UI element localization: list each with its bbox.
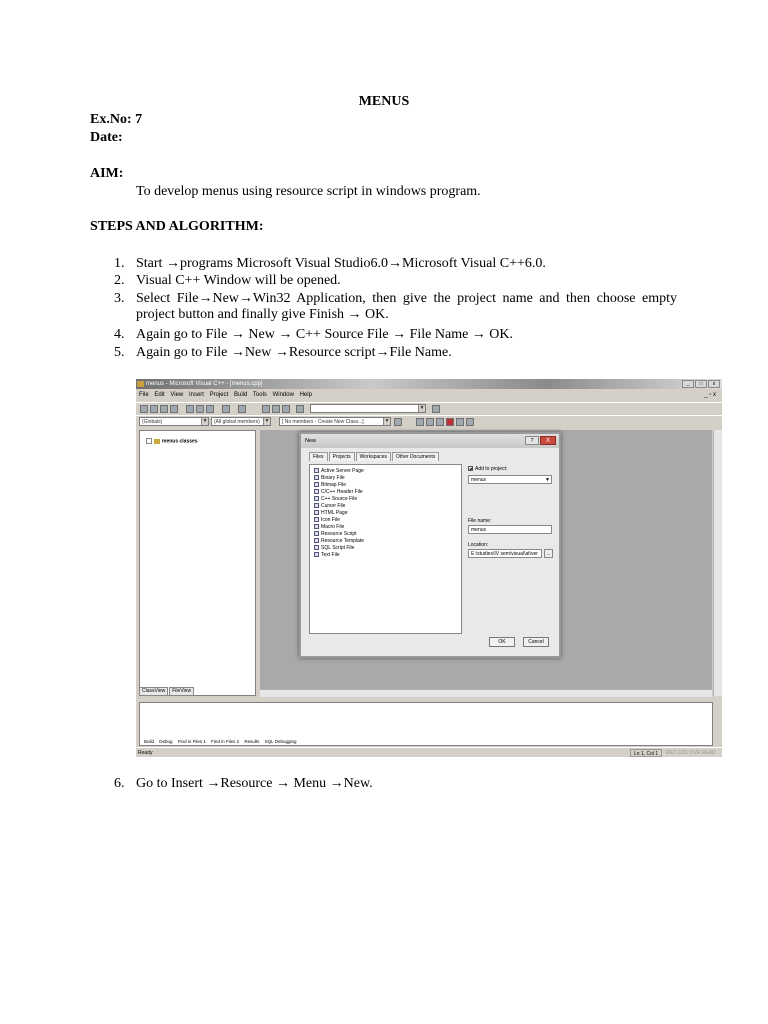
class-combo[interactable]: (Globals) ▼: [139, 417, 209, 426]
tree-root[interactable]: menus classes: [146, 438, 198, 444]
minimize-icon[interactable]: _: [682, 380, 694, 388]
file-icon: [314, 524, 319, 529]
file-type-list: [309, 464, 462, 634]
tab-find-in-files-1[interactable]: Find in Files 1: [177, 739, 206, 744]
menu-tools[interactable]: Tools: [252, 392, 267, 398]
list-item[interactable]: Cursor File: [314, 503, 345, 510]
chevron-down-icon[interactable]: ▼: [545, 477, 550, 483]
menu-project[interactable]: Project: [209, 392, 229, 398]
build-icon[interactable]: [426, 418, 434, 426]
tab-results[interactable]: Results: [244, 739, 260, 744]
menu-build[interactable]: Build: [233, 392, 248, 398]
step-number: 6.: [114, 776, 125, 791]
ok-button[interactable]: OK: [489, 637, 515, 647]
chevron-down-icon[interactable]: ▼: [384, 418, 390, 424]
list-item[interactable]: Icon File: [314, 517, 340, 524]
expand-icon[interactable]: [146, 438, 152, 444]
tab-files[interactable]: Files: [309, 452, 328, 461]
browse-button[interactable]: ...: [544, 549, 553, 558]
file-icon: [314, 489, 319, 494]
paste-icon[interactable]: [206, 405, 214, 413]
copy-icon[interactable]: [196, 405, 204, 413]
find-combo[interactable]: [310, 404, 426, 413]
cut-icon[interactable]: [186, 405, 194, 413]
location-label: Location:: [468, 542, 489, 548]
step-4: [114, 327, 678, 343]
vertical-scrollbar[interactable]: [713, 430, 722, 696]
file-icon: [314, 517, 319, 522]
undo-icon[interactable]: [222, 405, 230, 413]
wizard-action-icon[interactable]: [394, 418, 402, 426]
aim-heading: AIM:: [90, 166, 124, 181]
dialog-tabs: [309, 452, 440, 461]
status-text: Ready: [138, 750, 153, 756]
list-item[interactable]: HTML Page: [314, 510, 348, 517]
project-select[interactable]: menus ▼: [468, 475, 552, 484]
visual-cpp-screenshot: [136, 379, 722, 757]
stop-build-icon[interactable]: [436, 418, 444, 426]
file-icon: [314, 468, 319, 473]
close-button[interactable]: X: [540, 436, 556, 445]
list-item[interactable]: C/C++ Header File: [314, 489, 363, 496]
new-icon[interactable]: [140, 405, 148, 413]
list-item[interactable]: SQL Script File: [314, 545, 354, 552]
list-item[interactable]: Active Server Page: [314, 468, 364, 475]
step-3: [114, 291, 678, 325]
file-icon: [314, 475, 319, 480]
aim-text: To develop menus using resource script in windows program.: [136, 184, 481, 199]
find-icon[interactable]: [432, 405, 440, 413]
step-text: Start →programs Microsoft Visual Studio6.0→Microsoft Visual C++6.0.: [136, 256, 546, 271]
close-icon[interactable]: x: [708, 380, 720, 388]
step-text: Again go to File →New →Resource script→File Name.: [136, 345, 452, 360]
list-item[interactable]: Text File: [314, 552, 340, 559]
file-icon: [314, 531, 319, 536]
list-item[interactable]: C++ Source File: [314, 496, 357, 503]
date-label: Date:: [90, 130, 123, 145]
tab-find-in-files-2[interactable]: Find in Files 2: [211, 739, 240, 744]
page-title: MENUS: [358, 94, 410, 109]
list-item[interactable]: Resource Script: [314, 531, 357, 538]
step-number: 2.: [114, 273, 125, 288]
output-icon[interactable]: [272, 405, 280, 413]
save-icon[interactable]: [160, 405, 168, 413]
file-icon: [314, 545, 319, 550]
cancel-button[interactable]: Cancel: [523, 637, 549, 647]
file-icon: [314, 503, 319, 508]
window-buttons: [682, 380, 720, 388]
step-number: 1.: [114, 256, 125, 271]
tab-fileview[interactable]: FileView: [169, 687, 194, 696]
step-text: Visual C++ Window will be opened.: [136, 273, 341, 288]
find-in-files-icon[interactable]: [296, 405, 304, 413]
step-number: 5.: [114, 345, 125, 360]
menu-window[interactable]: Window: [272, 392, 294, 398]
file-icon: [314, 538, 319, 543]
window-title: menus - Microsoft Visual C++ - [menus.cpp]: [146, 381, 263, 387]
step-1: [114, 256, 678, 272]
step-text: Go to Insert →Resource → Menu →New.: [136, 776, 373, 791]
step-number: 4.: [114, 327, 125, 342]
menu-edit[interactable]: Edit: [154, 392, 165, 398]
tab-debug[interactable]: Debug: [159, 739, 173, 744]
horizontal-scrollbar[interactable]: [260, 689, 712, 697]
filter-combo[interactable]: (All global members) ▼: [211, 417, 271, 426]
chevron-down-icon[interactable]: ▼: [419, 405, 425, 411]
tab-build[interactable]: Build: [144, 739, 155, 744]
folder-icon: [154, 439, 160, 444]
file-icon: [314, 482, 319, 487]
menu-help[interactable]: Help: [299, 392, 312, 398]
output-tabs: [144, 738, 301, 745]
compile-icon[interactable]: [416, 418, 424, 426]
execute-icon[interactable]: [446, 418, 454, 426]
tab-classview[interactable]: ClassView: [139, 687, 168, 696]
new-dialog: [299, 432, 561, 658]
mdi-buttons[interactable]: _ ▫ x: [704, 392, 716, 398]
menu-view[interactable]: View: [170, 392, 184, 398]
window-titlebar: [136, 379, 722, 389]
file-icon: [314, 496, 319, 501]
dialog-title: New: [301, 434, 559, 448]
help-button[interactable]: ?: [525, 436, 539, 445]
step-text: Again go to File → New → C++ Source File → File Name → OK.: [136, 327, 514, 342]
standard-toolbar: [136, 402, 722, 414]
redo-icon[interactable]: [238, 405, 246, 413]
window-list-icon[interactable]: [282, 405, 290, 413]
workspace-icon[interactable]: [262, 405, 270, 413]
workspace-panel: [139, 430, 256, 696]
file-icon: [314, 510, 319, 515]
cursor-position: Ln 1, Col 1: [630, 749, 662, 757]
app-icon: [137, 381, 144, 387]
menu-insert[interactable]: Insert: [188, 392, 204, 398]
menu-bar: [136, 390, 722, 401]
file-icon: [314, 552, 319, 557]
step-text: Select File→New→Win32 Application, then give the project name and then choose empty project button and finally give Finish → OK.: [136, 291, 677, 322]
step-number: 3.: [114, 291, 125, 306]
tab-workspaces[interactable]: Workspaces: [356, 452, 391, 461]
list-item[interactable]: Binary File: [314, 475, 345, 482]
step-2: [114, 273, 678, 289]
tab-sql-debugging[interactable]: SQL Debugging: [264, 739, 297, 744]
menu-file[interactable]: File: [139, 392, 149, 398]
tab-projects[interactable]: Projects: [329, 452, 355, 461]
location-input[interactable]: E:\studies\IV sem\visual\at\ver: [468, 549, 542, 558]
step-6: [114, 776, 678, 792]
maximize-icon[interactable]: □: [695, 380, 707, 388]
add-to-project-checkbox[interactable]: Add to project:: [468, 466, 507, 472]
file-name-input[interactable]: menus: [468, 525, 552, 534]
tab-other-documents[interactable]: Other Documents: [392, 452, 439, 461]
chevron-down-icon[interactable]: ▼: [264, 418, 270, 424]
list-item[interactable]: Macro File: [314, 524, 344, 531]
chevron-down-icon[interactable]: ▼: [202, 418, 208, 424]
steps-heading: STEPS AND ALGORITHM:: [90, 219, 264, 234]
status-bar: [136, 747, 722, 757]
open-icon[interactable]: [150, 405, 158, 413]
step-5: [114, 345, 678, 361]
breakpoint-icon[interactable]: [466, 418, 474, 426]
members-combo[interactable]: [ No members - Create New Class...] ▼: [279, 417, 391, 426]
list-item[interactable]: Resource Template: [314, 538, 364, 545]
status-flags: REC COL OVR READ: [666, 750, 716, 756]
exercise-number: Ex.No: 7: [90, 112, 143, 127]
wizard-bar: [136, 415, 722, 427]
save-all-icon[interactable]: [170, 405, 178, 413]
go-icon[interactable]: [456, 418, 464, 426]
list-item[interactable]: Bitmap File: [314, 482, 346, 489]
file-name-label: File name:: [468, 518, 492, 524]
checkbox-icon[interactable]: [468, 466, 473, 471]
workspace-tabs: [139, 687, 195, 696]
